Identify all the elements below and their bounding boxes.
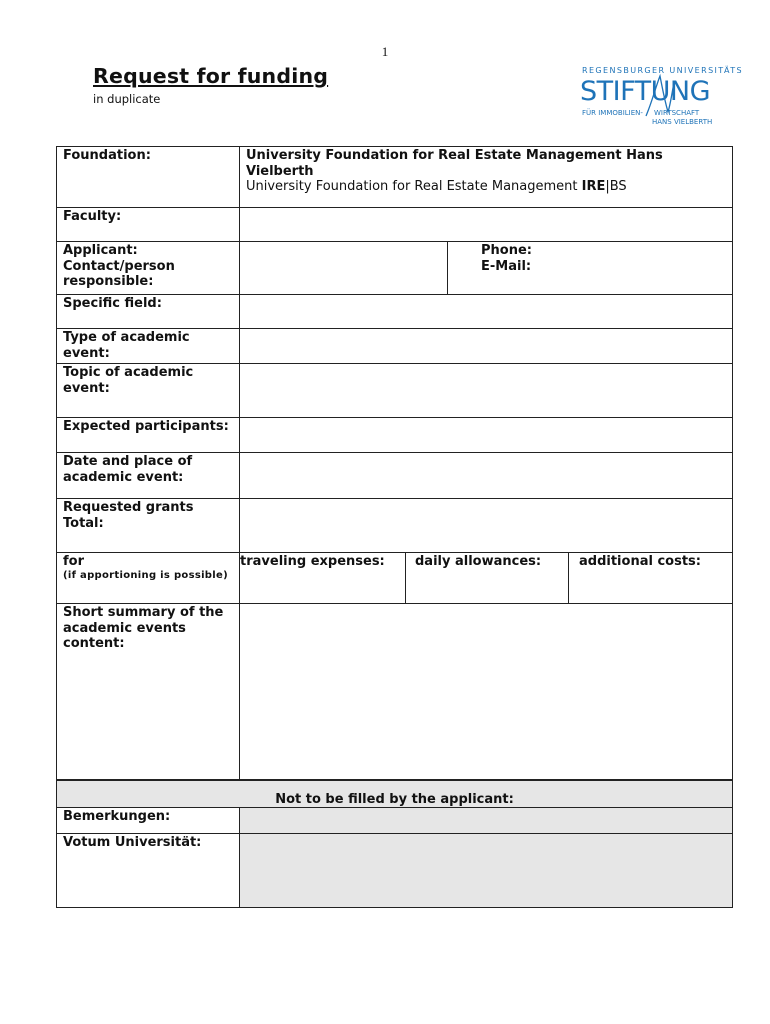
- additional-costs-cell[interactable]: additional costs:: [569, 553, 733, 604]
- bemerkungen-input[interactable]: [240, 808, 733, 834]
- faculty-label: Faculty:: [57, 208, 240, 242]
- requested-grants-label: Requested grants Total:: [57, 499, 240, 553]
- topic-event-input[interactable]: [240, 364, 733, 418]
- row-votum: [57, 834, 733, 908]
- page-title: Request for funding: [93, 64, 329, 88]
- row-faculty: [57, 208, 733, 242]
- logo-bottom-left: FÜR IMMOBILIEN-: [582, 109, 643, 117]
- specific-field-input[interactable]: [240, 295, 733, 329]
- votum-label: Votum Universität:: [57, 834, 240, 908]
- row-specific-field: [57, 295, 733, 329]
- foundation-value: [240, 147, 733, 208]
- foundation-label: Foundation:: [57, 147, 240, 208]
- foundation-name-line2: University Foundation for Real Estate Management: [246, 179, 582, 194]
- type-event-label: Type of academic event:: [57, 329, 240, 364]
- faculty-field[interactable]: [240, 208, 733, 242]
- type-event-input[interactable]: [240, 329, 733, 364]
- not-filled-label: Not to be filled by the applicant:: [57, 780, 733, 808]
- logo-top-text: REGENSBURGER UNIVERSITÄTS: [582, 66, 743, 75]
- apportioning-note: (if apportioning is possible): [63, 569, 228, 581]
- row-requested-grants: [57, 499, 733, 553]
- traveling-expenses-cell[interactable]: traveling expenses:: [240, 553, 406, 604]
- row-bemerkungen: [57, 808, 733, 834]
- row-date-place: [57, 453, 733, 499]
- logo-bottom-name: HANS VIELBERTH: [652, 118, 713, 126]
- foundation-logo: [580, 66, 743, 128]
- row-foundation: [57, 147, 733, 208]
- summary-label: Short summary of the academic events content:: [57, 604, 240, 780]
- applicant-field[interactable]: [240, 242, 448, 295]
- for-label: for: [63, 554, 84, 569]
- date-place-input[interactable]: [240, 453, 733, 499]
- row-topic-event: [57, 364, 733, 418]
- row-apportioning: [57, 553, 733, 604]
- participants-input[interactable]: [240, 418, 733, 453]
- participants-label: Expected participants:: [57, 418, 240, 453]
- topic-event-label: Topic of academic event:: [57, 364, 240, 418]
- applicant-label: Applicant: Contact/person responsible:: [57, 242, 240, 295]
- row-applicant: [57, 242, 733, 295]
- logo-main-text: STIFTUNG: [580, 76, 711, 107]
- summary-input[interactable]: [240, 604, 733, 780]
- requested-grants-input[interactable]: [240, 499, 733, 553]
- page-number: 1: [381, 44, 389, 59]
- logo-bottom-right: WIRTSCHAFT: [654, 109, 700, 117]
- funding-form-table: [56, 146, 733, 908]
- contact-field[interactable]: [448, 242, 733, 295]
- email-label: E-Mail:: [481, 258, 532, 274]
- foundation-name-bold: University Foundation for Real Estate Management Hans Vielberth: [246, 148, 663, 179]
- row-summary: [57, 604, 733, 780]
- row-participants: [57, 418, 733, 453]
- page-subtitle: in duplicate: [93, 92, 161, 106]
- row-type-event: [57, 329, 733, 364]
- foundation-ire: IRE: [581, 179, 606, 194]
- foundation-bs: |BS: [605, 179, 627, 194]
- votum-input[interactable]: [240, 834, 733, 908]
- row-not-filled: [57, 780, 733, 808]
- daily-allowances-cell[interactable]: daily allowances:: [406, 553, 569, 604]
- phone-label: Phone:: [481, 243, 532, 258]
- for-label-cell: [57, 553, 240, 604]
- date-place-label: Date and place of academic event:: [57, 453, 240, 499]
- specific-field-label: Specific field:: [57, 295, 240, 329]
- bemerkungen-label: Bemerkungen:: [57, 808, 240, 834]
